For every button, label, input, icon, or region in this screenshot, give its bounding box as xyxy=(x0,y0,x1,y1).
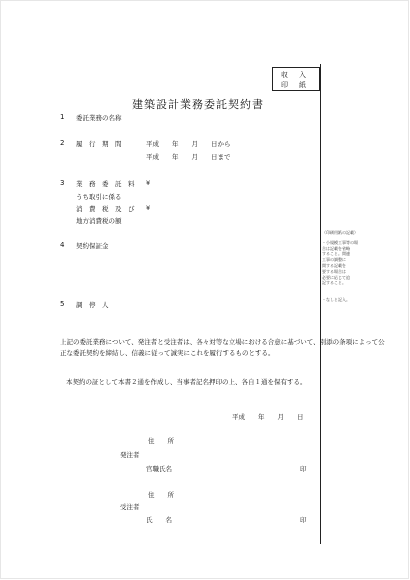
contract-date: 平成 年 月 日 xyxy=(232,413,304,421)
side-note-line: 合は記載を省略 xyxy=(322,245,350,251)
item-3-label-line3: 消 費 税 及 び xyxy=(76,205,135,213)
item-3-label-line2: うち取引に係る xyxy=(76,193,122,201)
side-note-line: 要する場合は xyxy=(322,268,346,274)
margin-rule xyxy=(320,64,321,544)
orderer-name-label: 官職氏名 xyxy=(146,465,172,473)
item-1-number: 1 xyxy=(60,113,65,121)
contractor-seal: 印 xyxy=(300,516,307,524)
side-note-line: 記すること。 xyxy=(322,280,346,286)
contractor-name-label: 氏 名 xyxy=(146,516,172,524)
item-4-number: 4 xyxy=(60,241,65,249)
item-3-label-line4: 地方消費税の額 xyxy=(76,217,122,225)
fee-yen-sign: ¥ xyxy=(146,179,151,187)
item-2-label: 履 行 期 間 xyxy=(76,140,122,148)
item-1-label: 委託業務の名称 xyxy=(76,114,122,122)
contractor-address-label: 住 所 xyxy=(148,491,174,499)
orderer-role: 発注者 xyxy=(120,451,140,459)
side-note-line: 工事の調整に xyxy=(322,257,346,263)
period-start: 平成 年 月 日から xyxy=(146,140,231,148)
item-2-number: 2 xyxy=(60,139,65,147)
orderer-seal: 印 xyxy=(300,465,307,473)
item-5-label: 調 停 人 xyxy=(76,301,109,309)
side-note-line: 関する記載を xyxy=(322,262,346,268)
document-title: 建築設計業務委託契約書 xyxy=(132,98,264,111)
stamp-label-line2: 印 紙 xyxy=(281,81,308,89)
side-note-heading: （印刷用紙の記載） xyxy=(322,230,358,235)
body-paragraph-1: 上記の委託業務について、発注者と受注者は、各々対等な立場における合意に基づいて、別添の条項によって公正な委託契約を締結し、信義に従って誠実にこれを履行するものとする。 xyxy=(60,338,385,358)
period-end: 平成 年 月 日まで xyxy=(146,153,231,161)
contractor-role: 受注者 xyxy=(120,503,140,511)
side-note-line: 必要に応じて追 xyxy=(322,274,350,280)
item-3-number: 3 xyxy=(60,179,65,187)
stamp-label-line1: 収 入 xyxy=(281,71,308,79)
item-4-label: 契約保証金 xyxy=(76,242,109,250)
item-5-number: 5 xyxy=(60,300,65,308)
item-3-label-line1: 業 務 委 託 料 xyxy=(76,180,135,188)
revenue-stamp-box xyxy=(272,67,320,91)
side-note-line: ・小規模工事等の場 xyxy=(322,239,358,245)
orderer-address-label: 住 所 xyxy=(148,437,174,445)
body-paragraph-2: 本契約の証として本書２通を作成し、当事者記名押印の上、各自１通を保有する。 xyxy=(66,378,307,386)
tax-yen-sign: ¥ xyxy=(146,204,151,212)
side-notes xyxy=(322,230,358,286)
side-note-line: すること。関連 xyxy=(322,251,350,257)
side-note-extra: ・なしと記入。 xyxy=(322,297,350,302)
